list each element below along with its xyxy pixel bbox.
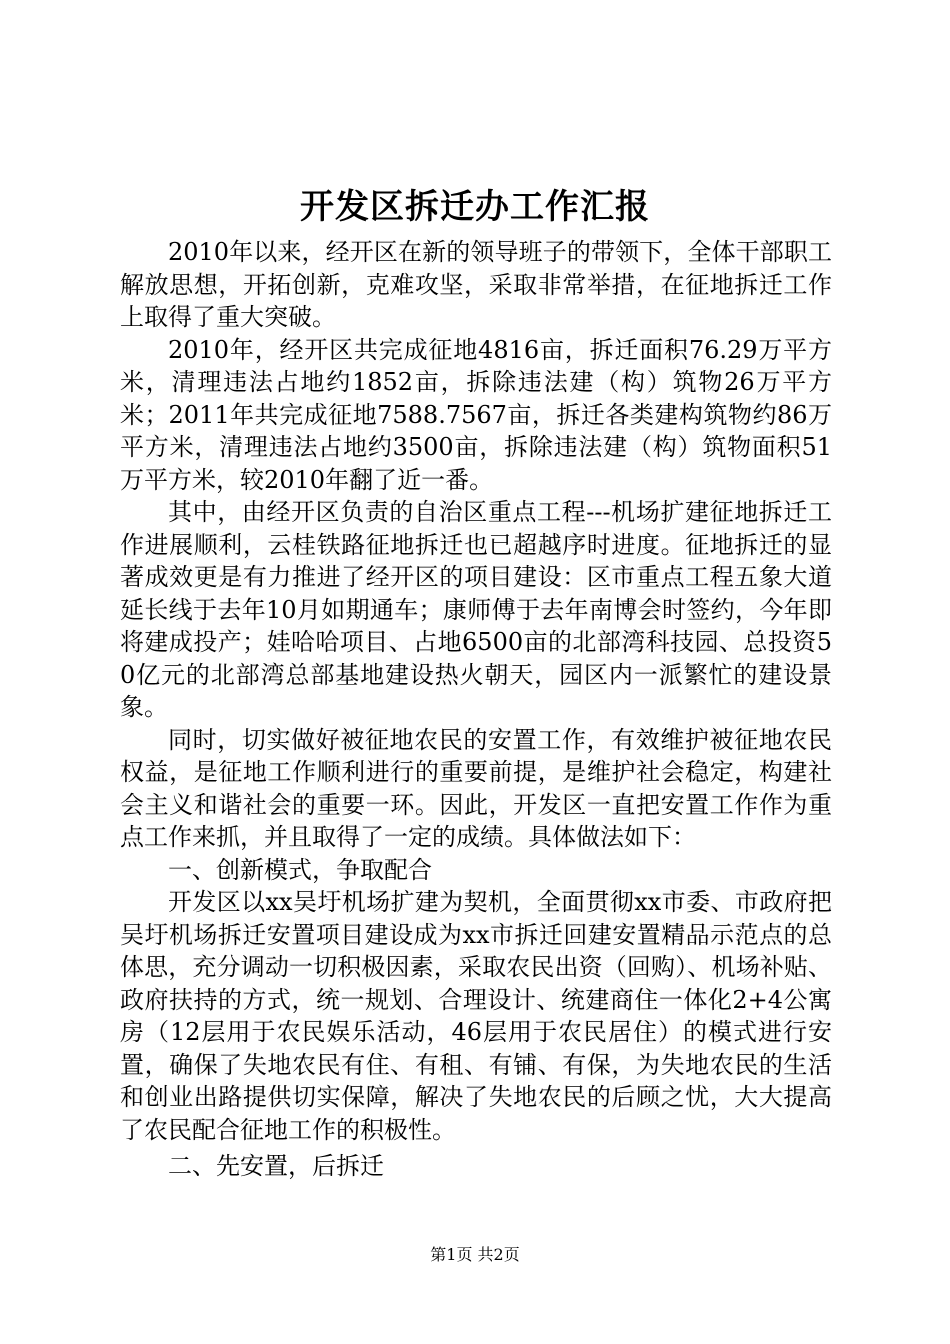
section-heading-1: 一、创新模式，争取配合 (168, 855, 432, 884)
paragraph-resettlement: 同时，切实做好被征地农民的安置工作，有效维护被征地农民权益，是征地工作顺利进行的重要前提，是维护社会稳定，构建社会主义和谐社会的重要一环。因此，开发区一直把安置工作作为重点工作来抓，并且取得了一定的成绩。具体做法如下： (120, 725, 832, 851)
paragraph-statistics: 2010年，经开区共完成征地4816亩，拆迁面积76.29万平方米，清理违法占地约1852亩，拆除违法建（构）筑物26万平方米；2011年共完成征地7588.7567亩，拆迁各类建构筑物约86万平方米，清理违法占地约3500亩，拆除违法建（构）筑物面积51万平方米，较2010年翻了近一番。 (120, 335, 832, 494)
section-heading-2: 二、先安置，后拆迁 (168, 1152, 384, 1180)
paragraph-intro: 2010年以来，经开区在新的领导班子的带领下，全体干部职工解放思想，开拓创新，克难攻坚，采取非常举措，在征地拆迁工作上取得了重大突破。 (120, 238, 832, 331)
paragraph-innovation-model: 开发区以xx吴圩机场扩建为契机，全面贯彻xx市委、市政府把吴圩机场拆迁安置项目建设成为xx市拆迁回建安置精品示范点的总体思，充分调动一切积极因素，采取农民出资（回购）、机场补贴、政府扶持的方式，统一规划、合理设计、统建商住一体化2+4公寓房（12层用于农民娱乐活动，46层用于农民居住）的模式进行安置，确保了失地农民有住、有租、有铺、有保，为失地农民的生活和创业出路提供切实保障，解决了失地农民的后顾之忧，大大提高了农民配合征地工作的积极性。 (120, 888, 832, 1144)
page-footer: 第1页 共2页 (430, 1245, 520, 1264)
document-title: 开发区拆迁办工作汇报 (300, 187, 650, 227)
document-body (120, 236, 832, 1183)
paragraph-projects: 其中，由经开区负责的自治区重点工程---机场扩建征地拆迁工作进展顺利，云桂铁路征地拆迁也已超越序时进度。征地拆迁的显著成效更是有力推进了经开区的项目建设：区市重点工程五象大道延长线于去年10月如期通车；康师傅于去年南博会时签约，今年即将建成投产；娃哈哈项目、占地6500亩的北部湾科技园、总投资50亿元的北部湾总部基地建设热火朝天，园区内一派繁忙的建设景象。 (120, 498, 832, 721)
